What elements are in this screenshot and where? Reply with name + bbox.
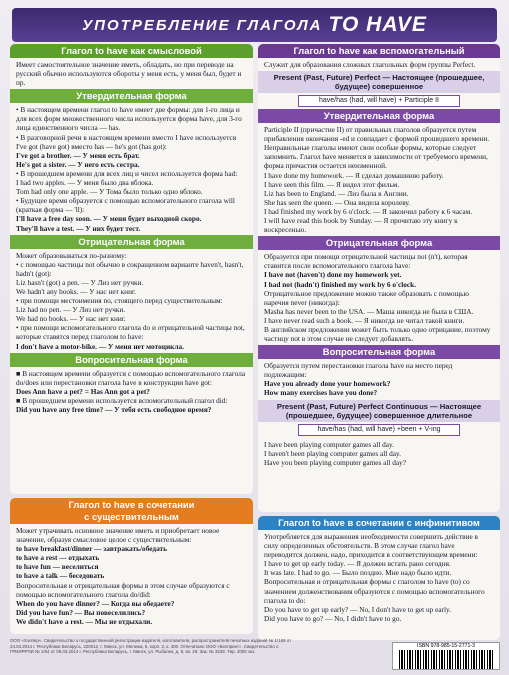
line: He's got a sister. — У него есть сестра. xyxy=(16,159,140,169)
line: Masha has never been to the USA. — Маша никогда не была в США. xyxy=(264,306,474,316)
line: • В прошедшем времени для всех лиц и чисел используется форма had: xyxy=(16,168,238,178)
header-affirmative-left: Утвердительная форма xyxy=(10,89,253,103)
line: Употребляется для выражения необходимости совершить действие в силу определенных обстоятельств. В этом случае глагол have переводится должен, надо, приходится в соответствующем времени: xyxy=(264,532,478,560)
header-noun-combo-l2: с существительным xyxy=(84,511,179,522)
line: • В настоящем времени глагол to have имеет две формы: для 1-го лица и для всех форм множественного числа используется форма have, для 3-го лица единственного числа — has. xyxy=(16,105,242,133)
page-title xyxy=(12,8,497,42)
line: to have breakfast/dinner — завтракать/обедать xyxy=(16,544,167,554)
line: Did you have fun? — Вы повеселились? xyxy=(16,607,146,617)
line: • Будущее время образуется с помощью вспомогательного глагола will (краткая форма — 'll): xyxy=(16,196,235,215)
line: I don't have a motor-bike. — У меня нет мотоцикла. xyxy=(16,341,184,351)
perfect-formula: have/has (had, will have) + Participle II xyxy=(298,95,460,107)
line: • с помощью частицы not обычно в сокращенном варианте haven't, hasn't, hadn't (got): xyxy=(16,259,244,278)
main-verb-intro: Имеет самостоятельное значение иметь, обладать, но при переводе на русский обычно используются обороты у меня есть, у меня был, будет и пр. xyxy=(16,60,242,88)
line: I have not (haven't) done my homework yet. xyxy=(264,270,402,280)
auxiliary-intro: Служит для образования сложных глагольных форм группы Perfect. xyxy=(264,60,476,69)
line: • при помощи вспомогательного глагола do и отрицательной частицы not, которые ставятся перед глаголом to have: xyxy=(16,323,245,342)
line: Вопросительная и отрицательная формы с глаголом to have (to) со значением долженствования образуются с помощью вспомогательного глагола to do: xyxy=(264,577,485,605)
line: to have a talk — беседовать xyxy=(16,571,105,581)
line: We had no books. — У нас нет книг. xyxy=(16,314,126,324)
line: Liz has been to England. — Лиз была в Англии. xyxy=(264,188,409,198)
continuous-list xyxy=(258,438,500,469)
infinitive-list xyxy=(258,530,500,625)
header-noun-combo-l1: Глагол to have в сочетании xyxy=(68,499,195,510)
line: Tom had only one apple. — У Тома было только одно яблоко. xyxy=(16,187,203,197)
negative-list-right xyxy=(258,250,500,345)
header-affirmative-right: Утвердительная форма xyxy=(258,109,500,123)
noun-combo-list xyxy=(10,524,253,628)
header-main-verb: Глагол to have как смысловой xyxy=(10,44,253,58)
header-noun-combo xyxy=(10,498,253,524)
line: Does Ann have a pet? = Has Ann got a pet? xyxy=(16,386,150,396)
imprint-text: ООО «Хэлпер». Свидетельство о государственной регистрации издателя, изготовителя, распространителя печатных изданий № 1/168 от 24.03.2014 г. Республика Беларусь, 220012, г. Минск, ул. Мележа, 5, корп. 2, к. 400. Отпечатано ООО «Белпринт». Свидетельство о ГРИИРРПИ № 1/64 от 09.03.2014 г. Республика Беларусь, г. Минск, ул. Рыбалко, д. 9, кв. 29. Зак. № 3228. Тир. 2000 экз. xyxy=(10,638,292,654)
panel-noun-combo xyxy=(10,498,253,634)
line: Participle II (причастие II) от правильных глаголов образуется путем прибавления окончания -ed и совпадает с формой прошедшего времени. Неправильные глаголы имеют свои особые формы, которые следует запомнить. Глагол have меняется в зависимости от требуемого времени, форма причастия остается неизменной. xyxy=(264,125,490,171)
line: Did you have to go? — No, I didn't have to go. xyxy=(264,613,402,623)
question-list-right xyxy=(258,359,500,399)
line: I had not (hadn't) finished my work by 6 o'clock. xyxy=(264,279,417,289)
line: Может утрачивать основное значение иметь и приобретает новое значение, образуя смысловое целое с существительным: xyxy=(16,526,220,545)
header-negative-left: Отрицательная форма xyxy=(10,235,253,249)
panel-main-verb xyxy=(10,44,253,494)
line: Liz had no pen. — У Лиз нет ручки. xyxy=(16,305,126,315)
line: Образуется путем перестановки глагола have на место перед подлежащим: xyxy=(264,361,453,380)
line: When do you have dinner? — Когда вы обедаете? xyxy=(16,598,175,608)
line: Вопросительная и отрицательная формы в этом случае образуются с помощью вспомогательного глагола do/did: xyxy=(16,580,230,599)
line: We didn't have a rest. — Мы не отдыхали. xyxy=(16,616,153,626)
line: Have you been playing computer games all day? xyxy=(264,457,407,467)
line: ■ В прошедшем времени используется вспомогательный глагол did: xyxy=(16,395,228,405)
line: I have never read such a book. — Я никогда не читал такой книги. xyxy=(264,315,465,325)
line: We hadn't any books. — У нас нет книг. xyxy=(16,286,136,296)
line: She has seen the queen. — Она видела королеву. xyxy=(264,197,411,207)
line: I have to get up early today. — Я должен встать рано сегодня. xyxy=(264,559,451,569)
line: Может образовываться по-разному: xyxy=(16,250,127,260)
line: Have you already done your homework? xyxy=(264,379,391,389)
line: Do you have to get up early? — No, I don't have to get up early. xyxy=(264,604,452,614)
negative-list-left xyxy=(10,249,253,353)
line: How many exercises have you done? xyxy=(264,388,378,398)
title-main: УПОТРЕБЛЕНИЕ ГЛАГОЛА xyxy=(82,16,323,34)
line: • при помощи местоимения no, стоящего перед существительным: xyxy=(16,296,223,306)
affirmative-list-right xyxy=(258,123,500,236)
header-infinitive: Глагол to have в сочетании с инфинитивом xyxy=(258,516,500,530)
panel-auxiliary xyxy=(258,44,500,512)
line: В английском предложении может быть только одно отрицание, поэтому частицу not в этом случае не следует добавлять. xyxy=(264,324,491,344)
title-accent: TO HAVE xyxy=(328,13,427,36)
line: I have done my homework. — Я сделал домашнюю работу. xyxy=(264,170,444,180)
line: They'll have a test. — У них будет тест. xyxy=(16,223,141,233)
line: Образуется при помощи отрицательной частицы not (n't), которая ставится после вспомогательного глагола have: xyxy=(264,252,468,271)
affirmative-list-left xyxy=(10,103,253,234)
line: to have fun — веселиться xyxy=(16,562,99,572)
barcode-icon xyxy=(399,650,493,669)
isbn-barcode xyxy=(392,642,500,670)
line: Liz hasn't (got) a pen. — У Лиз нет ручки. xyxy=(16,277,144,287)
perfect-band: Present (Past, Future) Perfect — Настоящее (прошедшее, будущее) совершенное xyxy=(258,71,500,93)
line: I haven't been playing computer games all day. xyxy=(264,448,402,458)
header-negative-right: Отрицательная форма xyxy=(258,236,500,250)
line: I have seen this film. — Я видел этот фильм. xyxy=(264,179,400,189)
continuous-band: Present (Past, Future) Perfect Continuous — Настоящее (прошедшее, будущее) совершенное длительное xyxy=(258,400,500,422)
line: I have been playing computer games all day. xyxy=(264,439,395,449)
header-auxiliary: Глагол to have как вспомогательный xyxy=(258,44,500,58)
question-list-left xyxy=(10,367,253,416)
isbn-text: ISBN 978-985-15-2771-3 xyxy=(417,643,475,649)
line: I'll have a free day soon. — У меня будет выходной скоро. xyxy=(16,214,202,224)
continuous-formula: have/has (had, will have) +been + V-ing xyxy=(298,424,460,436)
line: I had two apples. — У меня было два яблока. xyxy=(16,178,154,188)
line: Did you have any free time? — У тебя есть свободное время? xyxy=(16,405,212,414)
line: I've got a brother. — У меня есть брат. xyxy=(16,150,140,160)
line: I will have read this book by Sunday. — Я прочитаю эту книгу к воскресенью. xyxy=(264,216,458,235)
line: I had finished my work by 6 o'clock. — Я закончил работу к 6 часам. xyxy=(264,206,473,216)
line: It was late. I had to go. — Было поздно. Мне надо было идти. xyxy=(264,568,452,578)
line: Отрицательное предложение можно также образовать с помощью наречия never (никогда): xyxy=(264,288,469,307)
line: to have a rest — отдыхать xyxy=(16,553,100,563)
line: • В разговорной речи в настоящем времени вместо I have используется I've got (have got) вместо has — he's got (has got): xyxy=(16,132,237,151)
header-question-right: Вопросительная форма xyxy=(258,345,500,359)
panel-infinitive xyxy=(258,516,500,640)
line: ■ В настоящем времени образуется с помощью вспомогательного глагола do/does или перестановки глагола have в конструкции have got: xyxy=(16,368,246,387)
header-question-left: Вопросительная форма xyxy=(10,353,253,367)
